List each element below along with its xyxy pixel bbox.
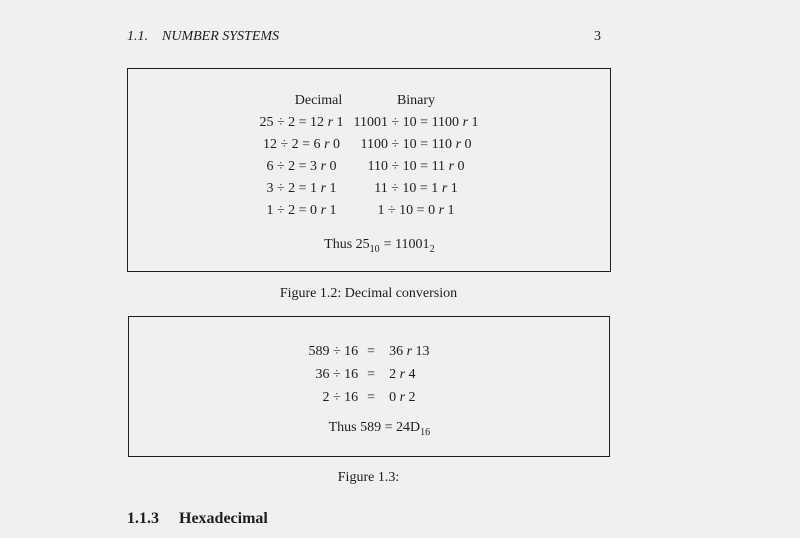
- base-subscript: 2: [429, 243, 435, 255]
- remainder-value: 0: [333, 137, 341, 152]
- remainder-value: 1: [471, 115, 479, 130]
- remainder-symbol: r: [320, 181, 327, 196]
- equation-text: 110 ÷ 10 = 11: [367, 159, 446, 174]
- remainder-value: 0: [464, 137, 472, 152]
- conclusion-line: [129, 404, 609, 452]
- running-header: [127, 29, 610, 45]
- equation-text: 1 ÷ 10 = 0: [377, 203, 436, 218]
- equation-rhs: [389, 340, 429, 363]
- binary-step: [354, 178, 479, 200]
- quotient-value: 0: [389, 390, 397, 405]
- page-number: 3: [594, 29, 601, 44]
- subsection-number: 1.1.3: [127, 510, 159, 527]
- equation-rhs: [389, 363, 429, 386]
- remainder-symbol: r: [327, 115, 334, 130]
- remainder-value: 1: [329, 181, 337, 196]
- remainder-symbol: r: [320, 203, 327, 218]
- figure-caption: Figure 1.2: Decimal conversion: [279, 286, 458, 301]
- remainder-value: 2: [408, 390, 416, 405]
- remainder-symbol: r: [320, 159, 327, 174]
- equation-text: 1 ÷ 2 = 0: [266, 203, 318, 218]
- remainder-symbol: r: [324, 137, 330, 152]
- equals-sign: =: [367, 367, 376, 382]
- binary-step: [354, 200, 479, 222]
- remainder-symbol: r: [399, 367, 406, 382]
- decimal-step: [259, 112, 343, 134]
- remainder-symbol: r: [448, 159, 455, 174]
- equation-text: 25 ÷ 2 = 12: [259, 115, 325, 130]
- aligned-equations: [129, 340, 609, 409]
- remainder-symbol: r: [441, 181, 448, 196]
- equation-text: 3 ÷ 2 = 1: [266, 181, 318, 196]
- conclusion-text: = 11001: [383, 237, 430, 252]
- equation-text: 11 ÷ 10 = 1: [374, 181, 439, 196]
- equation-text: 12 ÷ 2 = 6: [262, 137, 321, 152]
- equation-text: 1100 ÷ 10 = 110: [360, 137, 453, 152]
- remainder-symbol: r: [455, 137, 462, 152]
- decimal-step: [259, 178, 343, 200]
- remainder-value: 0: [457, 159, 465, 174]
- conclusion-text: Thus 25: [324, 237, 370, 252]
- remainder-symbol: r: [462, 115, 469, 130]
- equation-text: 11001 ÷ 10 = 1100: [353, 115, 460, 130]
- remainder-value: 1: [336, 115, 344, 130]
- section-title: NUMBER SYSTEMS: [162, 29, 280, 44]
- equals-sign: =: [367, 390, 376, 405]
- column-header-binary: Binary: [396, 93, 436, 108]
- quotient-value: 36: [389, 344, 404, 359]
- decimal-step: [259, 156, 343, 178]
- section-number: 1.1.: [127, 29, 148, 44]
- remainder-value: 1: [450, 181, 458, 196]
- remainder-symbol: r: [438, 203, 445, 218]
- remainder-symbol: r: [399, 390, 406, 405]
- figure-box-hex-conversion: [128, 316, 610, 457]
- equation-text: 6 ÷ 2 = 3: [266, 159, 318, 174]
- quotient-value: 2: [389, 367, 397, 382]
- subsection-title: Hexadecimal: [179, 510, 268, 527]
- remainder-symbol: r: [406, 344, 413, 359]
- equals-sign: =: [367, 344, 376, 359]
- remainder-value: 13: [415, 344, 430, 359]
- figure-box-decimal-conversion: [127, 68, 611, 272]
- conclusion-text: Thus 589 = 24D: [328, 420, 421, 435]
- binary-step: [354, 134, 479, 156]
- remainder-value: 4: [408, 367, 416, 382]
- conversion-table: [128, 90, 610, 222]
- remainder-value: 1: [447, 203, 455, 218]
- subsection-heading: [127, 510, 268, 528]
- section-header: [127, 29, 279, 45]
- conclusion-line: [128, 221, 610, 269]
- base-subscript: 16: [420, 426, 431, 438]
- equation-lhs: 589 ÷ 16: [308, 344, 359, 359]
- remainder-value: 1: [329, 203, 337, 218]
- equation-lhs: 2 ÷ 16: [322, 390, 359, 405]
- remainder-value: 0: [329, 159, 337, 174]
- base-subscript: 10: [369, 243, 380, 255]
- column-header-decimal: Decimal: [294, 93, 343, 108]
- equation-lhs: 36 ÷ 16: [315, 367, 359, 382]
- figure-caption: Figure 1.3:: [337, 470, 400, 485]
- decimal-step: [259, 200, 343, 222]
- decimal-step: [259, 134, 343, 156]
- binary-step: [354, 156, 479, 178]
- binary-step: [354, 112, 479, 134]
